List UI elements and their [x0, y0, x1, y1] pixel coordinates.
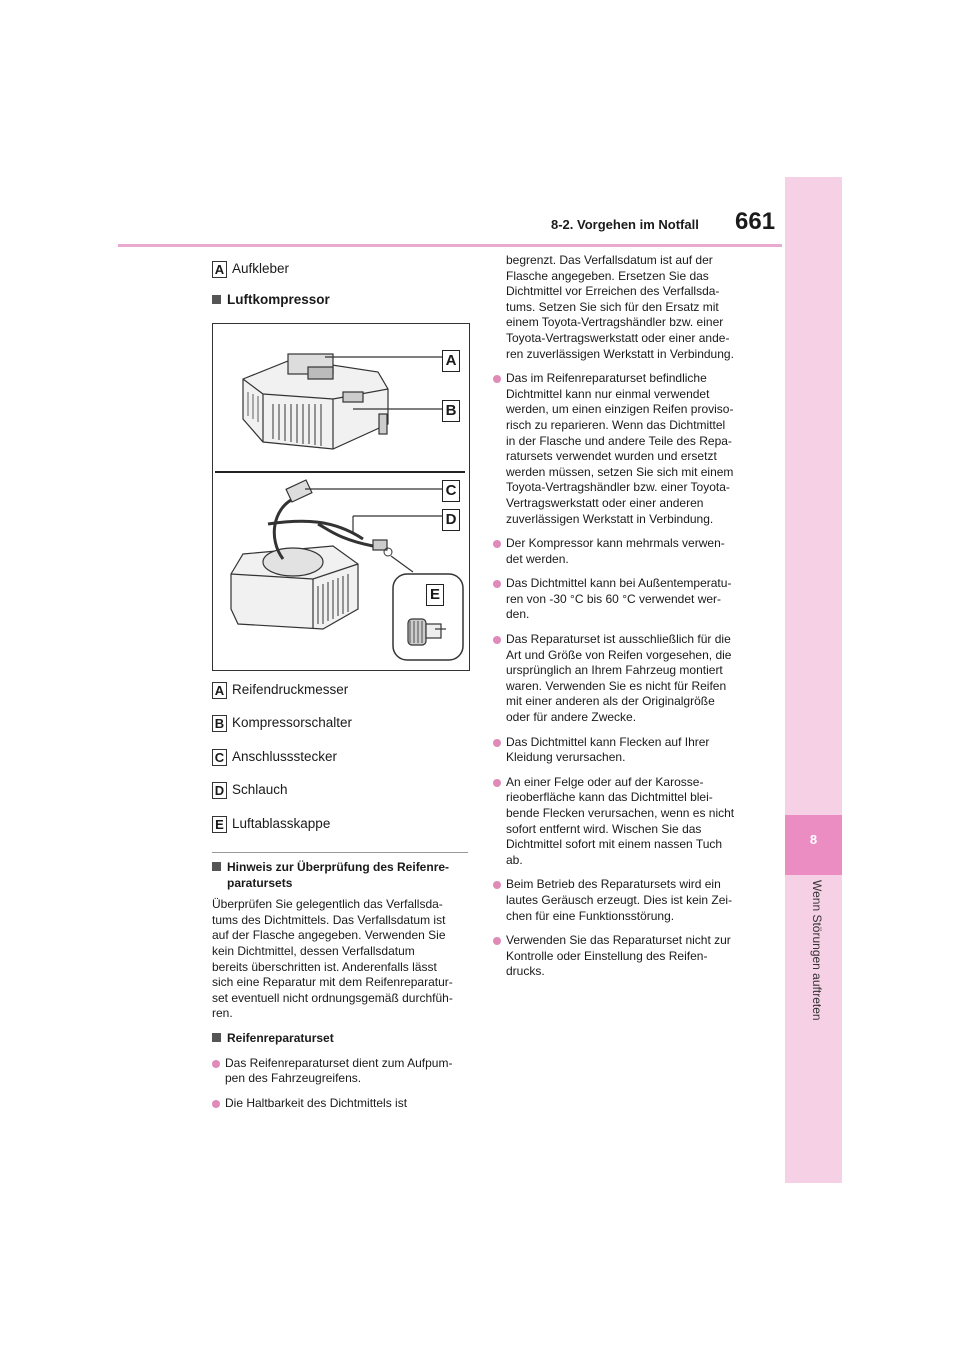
- bullet-item: Das Dichtmittel kann bei Außentemperatu- ren von -30 °C bis 60 °C verwendet wer- den.: [493, 576, 751, 623]
- letter-box: A: [212, 261, 227, 278]
- figure-label-d: D: [442, 509, 460, 531]
- legend-label: Reifendruckmesser: [232, 682, 349, 698]
- compressor-illustration: [213, 324, 469, 670]
- legend-label: Anschlussstecker: [232, 749, 338, 765]
- legend-label: Luftablasskappe: [232, 816, 331, 832]
- letter-box: C: [212, 749, 227, 766]
- legend-item: [212, 782, 288, 799]
- square-bullet-icon: [212, 295, 221, 304]
- figure-label-a: A: [442, 350, 460, 372]
- letter-box: A: [212, 682, 227, 699]
- compressor-figure: [212, 323, 470, 671]
- legend-item: [212, 715, 352, 732]
- letter-box: E: [212, 816, 227, 833]
- kit-heading: Reifenreparaturset: [212, 1031, 468, 1047]
- square-bullet-icon: [212, 862, 221, 871]
- notes-left-column: [212, 860, 468, 1111]
- legend-label: Schlauch: [232, 782, 288, 798]
- chapter-title: Wenn Störungen auftreten: [810, 880, 824, 1021]
- legend-item: [212, 749, 337, 766]
- letter-box: D: [212, 782, 227, 799]
- bullet-item: Das Reparaturset ist ausschließlich für die Art und Größe von Reifen vorgesehen, die ursprünglich an Ihrem Fahrzeug montiert waren. Verwenden Sie es nicht für Reifen mit einer anderen als der Originalgröße oder für andere Zwecke.: [493, 632, 751, 726]
- bullet-item: An einer Felge oder auf der Karosse- rieoberfläche kann das Dichtmittel blei- bende Flecken verursachen, wenn es nicht sofort entfernt wird. Wischen Sie das Dichtmittel sofort mit einem nassen Tuch ab.: [493, 775, 751, 869]
- legend-item-sticker: [212, 261, 289, 278]
- figure-label-c: C: [442, 480, 460, 502]
- page-number: 661: [735, 208, 776, 235]
- bullet-item: Das im Reifenreparaturset befindliche Dichtmittel kann nur einmal verwendet werden, um einen einzigen Reifen proviso- risch zu reparieren. Wenn das Dichtmittel in der Flasche und andere Teile des Repa- ratursets verwendet wurden und ersetzt werden müssen, setzen Sie sich mit einem Toyota-Vertragshändler bzw. einer Toyota- Vertragswerkstatt oder einer anderen zuverlässigen Werkstatt in Verbindung.: [493, 371, 751, 527]
- notes-divider: [212, 852, 468, 853]
- compressor-heading: Luftkompressor: [212, 292, 330, 307]
- legend-label: Aufkleber: [232, 261, 290, 277]
- legend-label: Kompressorschalter: [232, 715, 353, 731]
- section-title: 8-2. Vorgehen im Notfall: [551, 217, 699, 232]
- figure-label-e: E: [426, 584, 444, 606]
- bullet-item: Das Reifenreparaturset dient zum Aufpum- pen des Fahrzeugreifens.: [212, 1056, 468, 1087]
- figure-label-b: B: [442, 400, 460, 422]
- bullet-item: Die Haltbarkeit des Dichtmittels ist: [212, 1096, 468, 1112]
- bullet-item: Verwenden Sie das Reparaturset nicht zur Kontrolle oder Einstellung des Reifen- drucks.: [493, 933, 751, 980]
- chapter-number: 8: [809, 832, 818, 847]
- legend-item: [212, 682, 348, 699]
- letter-box: B: [212, 715, 227, 732]
- square-bullet-icon: [212, 1033, 221, 1042]
- notes-right-column: [493, 253, 753, 980]
- notes-heading: Hinweis zur Überprüfung des Reifenre- paratursets: [212, 860, 468, 891]
- notes-paragraph: Überprüfen Sie gelegentlich das Verfallsda- tums des Dichtmittels. Das Verfallsdatum ist auf der Flasche angegeben. Verwenden Sie kein Dichtmittel, dessen Verfallsdatum bereits überschritten ist. Anderenfalls lässt sich eine Reparatur mit dem Reifenreparatur- set eventuell nicht ordnungsgemäß durchfüh- ren.: [212, 897, 453, 1021]
- legend-item: [212, 816, 330, 833]
- bullet-item: Der Kompressor kann mehrmals verwen- det werden.: [493, 536, 751, 567]
- continuation-paragraph: begrenzt. Das Verfallsdatum ist auf der Flasche angegeben. Ersetzen Sie das Dichtmittel vor Erreichen des Verfallsda- tums. Setzen Sie sich für den Ersatz mit einem Toyota-Vertragshändler bzw. einer Toyota-Vertragswerkstatt oder einer ande- ren zuverlässigen Werkstatt in Verbindung.: [506, 253, 734, 361]
- header-rule: [118, 244, 782, 247]
- bullet-item: Beim Betrieb des Reparatursets wird ein lautes Geräusch erzeugt. Dies ist kein Zei- chen für eine Funktionsstörung.: [493, 877, 751, 924]
- bullet-item: Das Dichtmittel kann Flecken auf Ihrer Kleidung verursachen.: [493, 735, 751, 766]
